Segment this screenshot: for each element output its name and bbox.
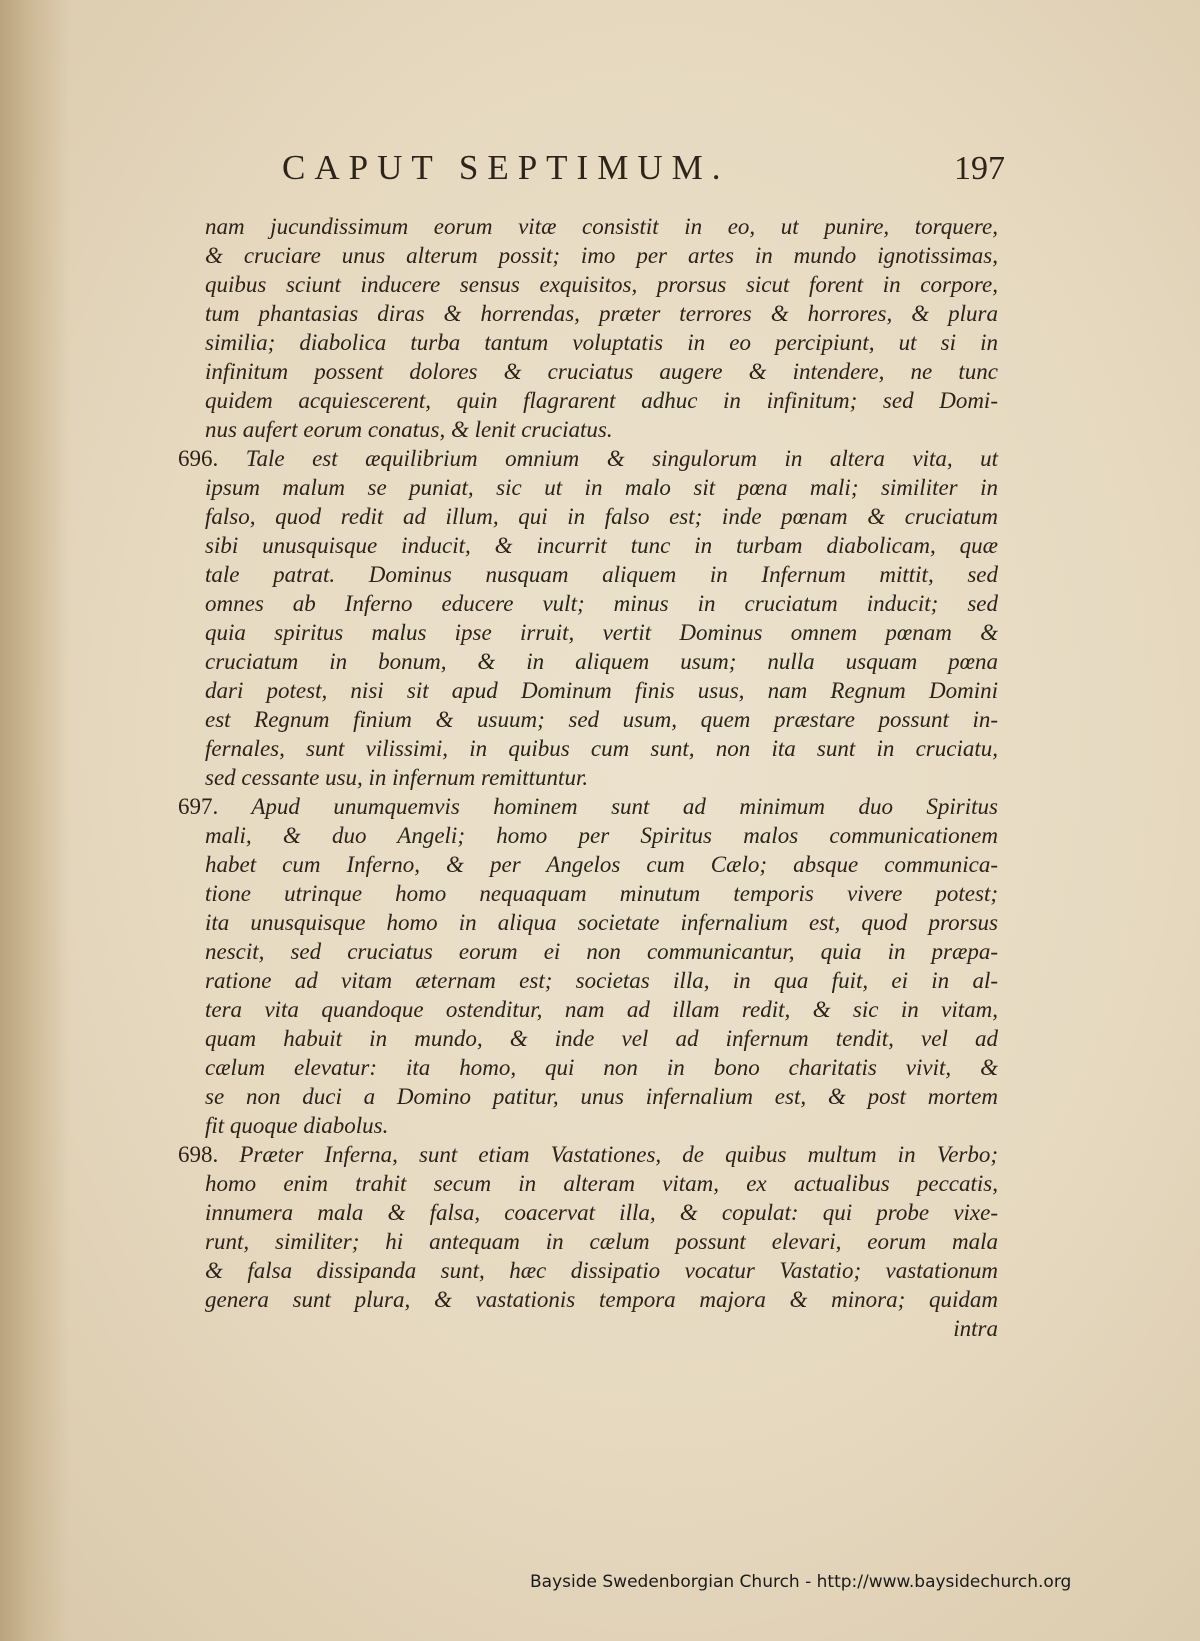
line-text: Præter Inferna, sunt etiam Vastationes, de quibus multum in Verbo; xyxy=(239,1142,999,1167)
line-text: quibus sciunt inducere sensus exquisitos, prorsus sicut forent in corpore, xyxy=(205,272,998,297)
line-text: tale patrat. Dominus nusquam aliquem in Infernum mittit, sed xyxy=(205,562,998,587)
text-line xyxy=(178,1082,998,1111)
line-text: tum phantasias diras & horrendas, præter terrores & horrores, & plura xyxy=(205,301,998,326)
page-header xyxy=(270,148,1005,198)
paragraph-number: 696. xyxy=(178,446,219,471)
line-text: & falsa dissipanda sunt, hæc dissipatio vocatur Vastatio; vastationum xyxy=(205,1258,998,1283)
line-text: infinitum possent dolores & cruciatus augere & intendere, ne tunc xyxy=(205,359,998,384)
line-text: nus aufert eorum conatus, & lenit cruciatus. xyxy=(205,417,613,442)
line-text: Tale est æquilibrium omnium & singulorum in altera vita, ut xyxy=(245,446,999,471)
body-text xyxy=(178,212,998,1343)
text-line xyxy=(178,1314,998,1343)
text-line xyxy=(178,560,998,589)
footer-credit: Bayside Swedenborgian Church - http://www.baysidechurch.org xyxy=(530,1572,1072,1592)
line-text: habet cum Inferno, & per Angelos cum Cælo; absque communica- xyxy=(205,852,998,877)
text-line xyxy=(178,879,998,908)
paragraph-first-line xyxy=(178,444,998,473)
line-text: est Regnum finium & usuum; sed usum, quem præstare possunt in- xyxy=(205,707,998,732)
line-text: ratione ad vitam æternam est; societas illa, in qua fuit, ei in al- xyxy=(205,968,998,993)
line-text: fit quoque diabolus. xyxy=(205,1113,389,1138)
paragraph-first-line xyxy=(178,1140,998,1169)
text-line xyxy=(178,473,998,502)
line-text: genera sunt plura, & vastationis tempora majora & minora; quidam xyxy=(205,1287,998,1312)
running-head: CAPUT SEPTIMUM. xyxy=(282,148,730,187)
line-text: homo enim trahit secum in alteram vitam, ex actualibus peccatis, xyxy=(205,1171,998,1196)
line-text: sibi unusquisque inducit, & incurrit tunc in turbam diabolicam, quæ xyxy=(205,533,998,558)
text-line xyxy=(178,212,998,241)
line-text: dari potest, nisi sit apud Dominum finis usus, nam Regnum Domini xyxy=(205,678,998,703)
text-line xyxy=(178,995,998,1024)
text-line xyxy=(178,415,998,444)
line-text: fernales, sunt vilissimi, in quibus cum sunt, non ita sunt in cruciatu, xyxy=(205,736,998,761)
text-line xyxy=(178,705,998,734)
text-line xyxy=(178,647,998,676)
line-text: runt, similiter; hi antequam in cælum possunt elevari, eorum mala xyxy=(205,1229,998,1254)
text-line xyxy=(178,386,998,415)
line-text: quia spiritus malus ipse irruit, vertit Dominus omnem pœnam & xyxy=(205,620,998,645)
page-number: 197 xyxy=(954,150,1005,187)
line-text: intra xyxy=(953,1316,998,1341)
text-line xyxy=(178,1169,998,1198)
text-line xyxy=(178,531,998,560)
line-text: tera vita quandoque ostenditur, nam ad illam redit, & sic in vitam, xyxy=(205,997,998,1022)
text-line xyxy=(178,1227,998,1256)
text-line xyxy=(178,502,998,531)
paragraph-first-line xyxy=(178,792,998,821)
text-line xyxy=(178,1024,998,1053)
line-text: quam habuit in mundo, & inde vel ad infernum tendit, vel ad xyxy=(205,1026,998,1051)
line-text: nam jucundissimum eorum vitæ consistit in eo, ut punire, torquere, xyxy=(205,214,998,239)
line-text: nescit, sed cruciatus eorum ei non communicantur, quia in præpa- xyxy=(205,939,998,964)
line-text: Apud unumquemvis hominem sunt ad minimum duo Spiritus xyxy=(251,794,998,819)
line-text: cruciatum in bonum, & in aliquem usum; nulla usquam pœna xyxy=(205,649,998,674)
line-text: mali, & duo Angeli; homo per Spiritus malos communicationem xyxy=(205,823,998,848)
text-line xyxy=(178,1285,998,1314)
line-text: similia; diabolica turba tantum voluptatis in eo percipiunt, ut si in xyxy=(205,330,998,355)
paragraph-number: 697. xyxy=(178,794,219,819)
line-text: falso, quod redit ad illum, qui in falso est; inde pœnam & cruciatum xyxy=(205,504,998,529)
text-line xyxy=(178,1256,998,1285)
line-text: ita unusquisque homo in aliqua societate infernalium est, quod prorsus xyxy=(205,910,998,935)
text-line xyxy=(178,589,998,618)
line-text: sed cessante usu, in infernum remittuntur. xyxy=(205,765,589,790)
text-line xyxy=(178,850,998,879)
line-text: innumera mala & falsa, coacervat illa, & copulat: qui probe vixe- xyxy=(205,1200,998,1225)
text-line xyxy=(178,299,998,328)
text-line xyxy=(178,618,998,647)
text-line xyxy=(178,908,998,937)
text-line xyxy=(178,734,998,763)
line-text: omnes ab Inferno educere vult; minus in cruciatum inducit; sed xyxy=(205,591,998,616)
text-line xyxy=(178,1198,998,1227)
line-text: quidem acquiescerent, quin flagrarent adhuc in infinitum; sed Domi- xyxy=(205,388,998,413)
text-line xyxy=(178,966,998,995)
text-line xyxy=(178,1053,998,1082)
line-text: ipsum malum se puniat, sic ut in malo sit pœna mali; similiter in xyxy=(205,475,998,500)
text-line xyxy=(178,328,998,357)
text-line xyxy=(178,763,998,792)
text-line xyxy=(178,357,998,386)
text-line xyxy=(178,241,998,270)
paragraph-number: 698. xyxy=(178,1142,219,1167)
line-text: tione utrinque homo nequaquam minutum temporis vivere potest; xyxy=(205,881,998,906)
text-line xyxy=(178,270,998,299)
line-text: cælum elevatur: ita homo, qui non in bono charitatis vivit, & xyxy=(205,1055,998,1080)
line-text: se non duci a Domino patitur, unus infernalium est, & post mortem xyxy=(205,1084,998,1109)
text-line xyxy=(178,821,998,850)
line-text: & cruciare unus alterum possit; imo per artes in mundo ignotissimas, xyxy=(205,243,998,268)
text-line xyxy=(178,937,998,966)
page-gutter xyxy=(0,0,70,1641)
text-line xyxy=(178,676,998,705)
text-line xyxy=(178,1111,998,1140)
